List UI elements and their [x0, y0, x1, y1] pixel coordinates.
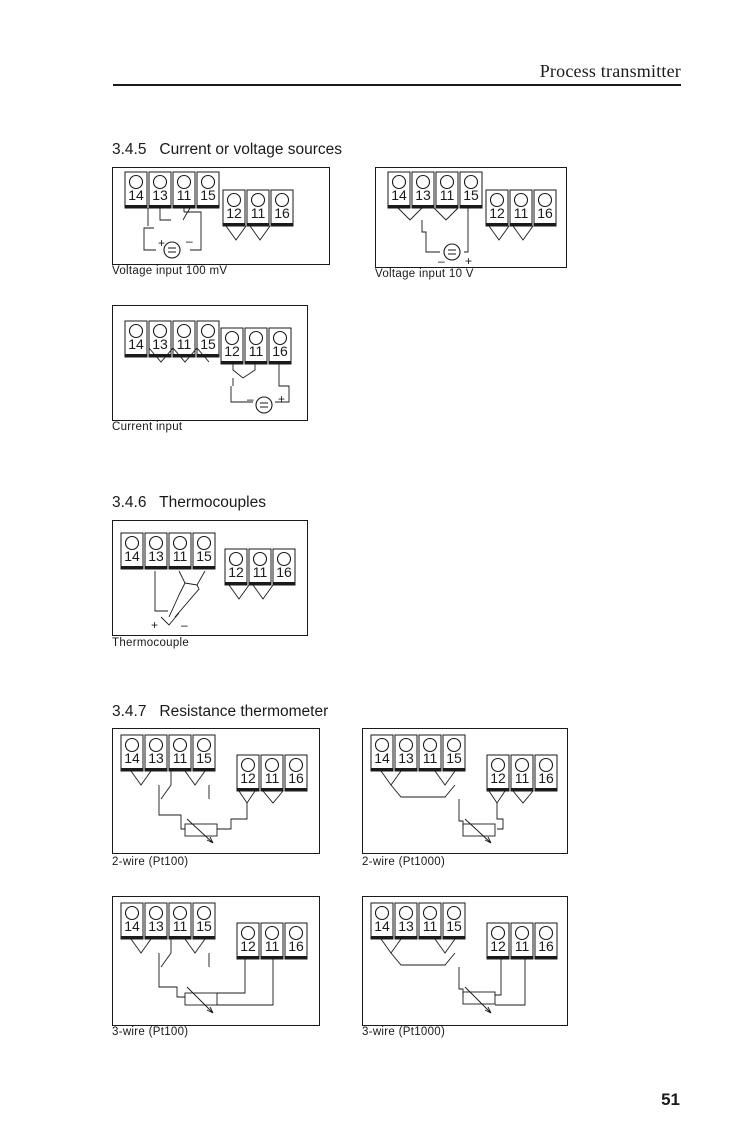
terminal-label: 14 — [374, 918, 390, 934]
terminal-left-1 — [145, 735, 167, 771]
terminal-label: 13 — [148, 750, 164, 766]
terminal-right-0 — [486, 190, 508, 226]
terminal-label: 11 — [439, 187, 455, 203]
terminal-label: 12 — [490, 770, 506, 786]
terminal-label: 14 — [128, 187, 144, 203]
terminal-right-2 — [269, 328, 291, 364]
caption-rtd-2wire-pt1000: 2-wire (Pt1000) — [362, 856, 446, 868]
terminal-label: 12 — [228, 564, 244, 580]
terminal-left-2 — [169, 735, 191, 771]
terminal-left-1 — [412, 172, 434, 208]
diagram-rtd-2wire-pt1000 — [362, 728, 568, 854]
terminal-right-0 — [237, 923, 259, 959]
terminal-right-0 — [487, 923, 509, 959]
terminal-left-2 — [419, 735, 441, 771]
terminal-label: 11 — [264, 770, 280, 786]
dc-source-icon — [438, 244, 472, 267]
terminal-label: 11 — [172, 918, 188, 934]
diagram-thermocouple — [112, 520, 308, 636]
terminal-left-0 — [121, 533, 143, 569]
terminal-label: 14 — [128, 336, 144, 352]
terminal-label: 12 — [226, 205, 242, 221]
terminal-left-0 — [125, 172, 147, 208]
terminal-left-2 — [169, 533, 191, 569]
resistor-element — [185, 993, 217, 1005]
terminal-left-1 — [145, 903, 167, 939]
wiring-diagram-voltage-100mv — [113, 168, 329, 264]
terminal-label: 16 — [288, 770, 304, 786]
terminal-left-0 — [388, 172, 410, 208]
resistor-element — [463, 824, 495, 836]
wiring-diagram-rtd-3wire-pt100 — [113, 897, 319, 1025]
resistor-element — [185, 824, 217, 836]
terminal-left-3 — [443, 903, 465, 939]
section-heading-thermocouples: 3.4.6 Thermocouples — [112, 494, 266, 511]
terminal-left-2 — [436, 172, 458, 208]
diagram-voltage-10v — [375, 167, 567, 268]
terminal-label: 16 — [288, 938, 304, 954]
terminal-label: 14 — [124, 918, 140, 934]
wiring-diagram-thermocouple — [113, 521, 307, 635]
terminal-right-1 — [247, 190, 269, 226]
diagram-rtd-2wire-pt100 — [112, 728, 320, 854]
thermocouple-plus-symbol: + — [151, 618, 159, 632]
terminal-label: 12 — [224, 343, 240, 359]
plus-symbol: + — [278, 392, 286, 406]
terminal-left-2 — [419, 903, 441, 939]
minus-symbol: – — [186, 234, 193, 248]
terminal-label: 15 — [200, 187, 216, 203]
caption-rtd-3wire-pt100: 3-wire (Pt100) — [112, 1026, 189, 1038]
terminal-right-0 — [237, 755, 259, 791]
terminal-label: 15 — [200, 336, 216, 352]
terminal-right-2 — [534, 190, 556, 226]
terminal-label: 13 — [148, 918, 164, 934]
wiring-diagram-rtd-2wire-pt100 — [113, 729, 319, 853]
terminal-label: 13 — [152, 187, 168, 203]
terminal-right-1 — [245, 328, 267, 364]
terminal-label: 14 — [391, 187, 407, 203]
terminal-right-0 — [223, 190, 245, 226]
terminal-label: 13 — [148, 548, 164, 564]
dc-source-icon — [247, 392, 285, 413]
terminal-label: 15 — [196, 918, 212, 934]
terminal-label: 11 — [514, 770, 530, 786]
terminal-label: 16 — [274, 205, 290, 221]
page-number: 51 — [661, 1090, 680, 1109]
terminal-label: 15 — [463, 187, 479, 203]
terminal-label: 11 — [514, 938, 530, 954]
header-rule — [113, 84, 681, 86]
terminal-left-3 — [193, 533, 215, 569]
terminal-label: 15 — [196, 548, 212, 564]
minus-symbol: – — [247, 392, 254, 406]
terminal-left-0 — [371, 903, 393, 939]
terminal-right-1 — [511, 923, 533, 959]
minus-symbol: – — [438, 254, 445, 267]
terminal-label: 11 — [252, 564, 268, 580]
terminal-label: 12 — [489, 205, 505, 221]
terminal-left-1 — [395, 903, 417, 939]
terminal-label: 16 — [538, 938, 554, 954]
terminal-label: 16 — [272, 343, 288, 359]
terminal-label: 11 — [176, 187, 192, 203]
terminal-label: 11 — [176, 336, 192, 352]
terminal-left-2 — [173, 172, 195, 208]
terminal-label: 16 — [538, 770, 554, 786]
terminal-label: 11 — [422, 918, 438, 934]
terminal-right-1 — [249, 549, 271, 585]
terminal-right-2 — [285, 755, 307, 791]
section-heading-current-voltage: 3.4.5 Current or voltage sources — [112, 141, 343, 158]
terminal-left-3 — [443, 735, 465, 771]
terminal-left-1 — [149, 172, 171, 208]
terminal-left-0 — [125, 321, 147, 357]
terminal-left-3 — [460, 172, 482, 208]
caption-current-input: Current input — [112, 421, 183, 433]
resistor-element — [463, 992, 495, 1004]
terminal-right-0 — [225, 549, 247, 585]
wiring-diagram-voltage-10v — [376, 168, 566, 267]
terminal-label: 16 — [276, 564, 292, 580]
terminal-label: 16 — [537, 205, 553, 221]
terminal-label: 15 — [446, 750, 462, 766]
caption-voltage-100mv: Voltage input 100 mV — [112, 265, 228, 277]
terminal-label: 13 — [152, 336, 168, 352]
plus-symbol: + — [158, 236, 166, 250]
diagram-rtd-3wire-pt100 — [112, 896, 320, 1026]
terminal-label: 11 — [248, 343, 264, 359]
terminal-left-1 — [145, 533, 167, 569]
terminal-label: 13 — [398, 918, 414, 934]
caption-rtd-3wire-pt1000: 3-wire (Pt1000) — [362, 1026, 446, 1038]
wiring-diagram-rtd-3wire-pt1000 — [363, 897, 567, 1025]
terminal-right-2 — [535, 755, 557, 791]
thermocouple-minus-symbol: – — [181, 618, 188, 632]
terminal-label: 14 — [374, 750, 390, 766]
terminal-label: 12 — [240, 938, 256, 954]
terminal-label: 12 — [240, 770, 256, 786]
terminal-right-0 — [487, 755, 509, 791]
terminal-left-1 — [395, 735, 417, 771]
terminal-label: 15 — [196, 750, 212, 766]
terminal-right-2 — [273, 549, 295, 585]
terminal-left-0 — [121, 735, 143, 771]
terminal-right-2 — [535, 923, 557, 959]
terminal-label: 11 — [250, 205, 266, 221]
terminal-left-3 — [193, 735, 215, 771]
terminal-label: 12 — [490, 938, 506, 954]
terminal-label: 11 — [264, 938, 280, 954]
terminal-label: 13 — [415, 187, 431, 203]
diagram-rtd-3wire-pt1000 — [362, 896, 568, 1026]
terminal-label: 13 — [398, 750, 414, 766]
caption-rtd-2wire-pt100: 2-wire (Pt100) — [112, 856, 189, 868]
terminal-label: 11 — [172, 750, 188, 766]
terminal-right-2 — [271, 190, 293, 226]
caption-thermocouple: Thermocouple — [112, 637, 190, 649]
terminal-label: 15 — [446, 918, 462, 934]
wiring-diagram-rtd-2wire-pt1000 — [363, 729, 567, 853]
terminal-right-1 — [511, 755, 533, 791]
terminal-left-3 — [197, 172, 219, 208]
terminal-right-2 — [285, 923, 307, 959]
terminal-label: 11 — [513, 205, 529, 221]
terminal-right-1 — [510, 190, 532, 226]
terminal-left-2 — [169, 903, 191, 939]
terminal-left-3 — [193, 903, 215, 939]
diagram-current-input — [112, 305, 308, 421]
section-heading-resistance-thermometer: 3.4.7 Resistance thermometer — [112, 703, 329, 720]
terminal-right-0 — [221, 328, 243, 364]
running-header: Process transmitter — [539, 61, 681, 81]
terminal-label: 11 — [172, 548, 188, 564]
terminal-label: 14 — [124, 548, 140, 564]
wiring-diagram-current-input — [113, 306, 307, 420]
terminal-left-0 — [121, 903, 143, 939]
plus-symbol: + — [465, 254, 473, 267]
terminal-right-1 — [261, 923, 283, 959]
terminal-label: 11 — [422, 750, 438, 766]
terminal-right-1 — [261, 755, 283, 791]
terminal-label: 14 — [124, 750, 140, 766]
dc-source-icon — [158, 234, 193, 258]
diagram-voltage-100mv — [112, 167, 330, 265]
caption-voltage-10v: Voltage input 10 V — [375, 268, 474, 280]
terminal-left-0 — [371, 735, 393, 771]
